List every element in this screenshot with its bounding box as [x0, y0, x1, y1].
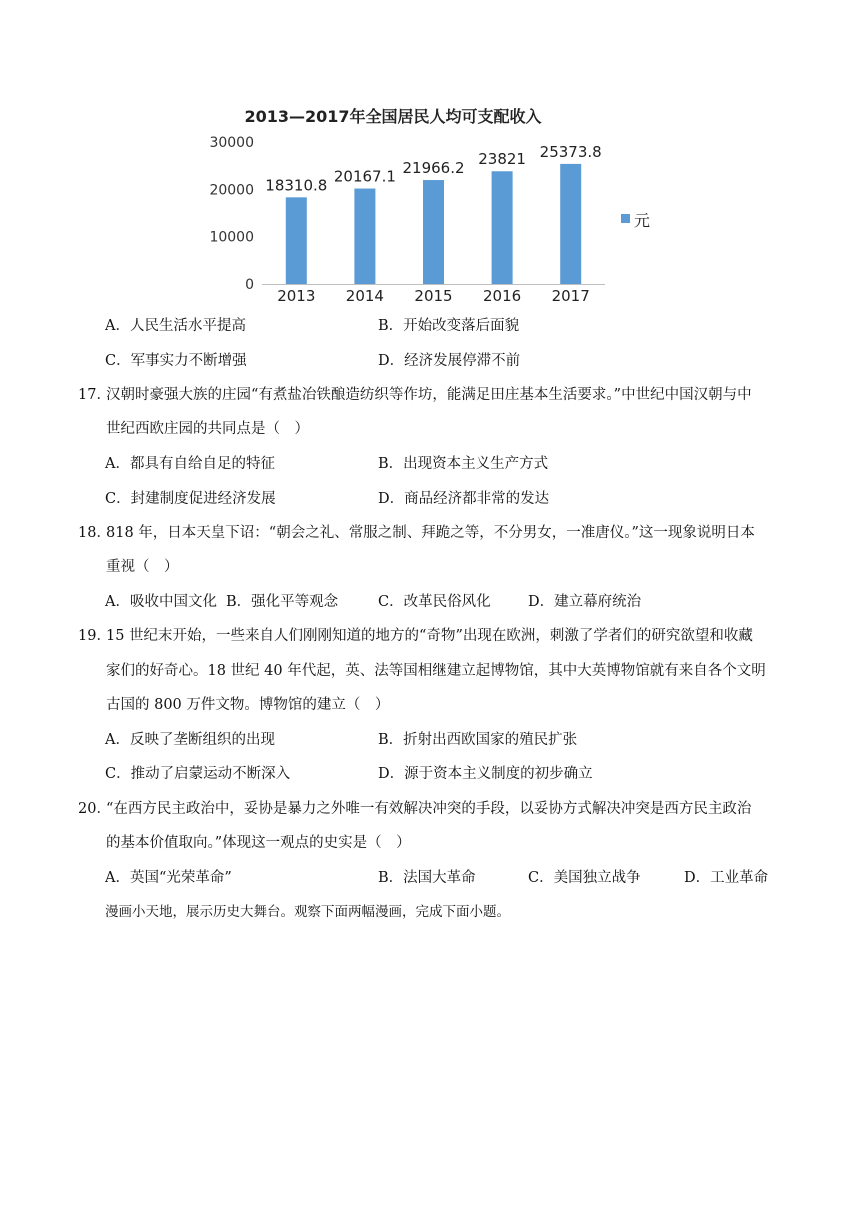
q16-option-d: D．经济发展停滞不前: [378, 353, 521, 369]
q17-option-a: A．都具有自给自足的特征: [105, 456, 275, 472]
bar: [560, 164, 581, 284]
bar: [492, 171, 513, 284]
legend-label: 元: [634, 211, 651, 230]
q17-option-d: D．商品经济都非常的发达: [378, 491, 550, 507]
y-tick-label: 20000: [209, 182, 254, 199]
q20-stem-line2: 的基本价值取向。”体现这一观点的史实是（ ）: [106, 835, 411, 851]
q18-option-d: D．建立幕府统治: [528, 594, 642, 610]
chart-svg: [200, 100, 670, 310]
q20-option-d: D．工业革命: [684, 870, 769, 886]
q19-option-c: C．推动了启蒙运动不断深入: [105, 766, 291, 782]
q20-number: 20．: [78, 801, 111, 817]
q20-stem-line1: “在西方民主政治中，妥协是暴力之外唯一有效解决冲突的手段，以妥协方式解决冲突是西方民主政治: [106, 801, 752, 817]
q18-stem-line1: 818 年，日本天皇下诏：“朝会之礼、常服之制、拜跪之等，不分男女，一准唐仪。”这一现象说明日本: [106, 525, 755, 541]
y-tick-label: 0: [245, 277, 254, 293]
bar: [354, 189, 375, 284]
q17-option-c: C．封建制度促进经济发展: [105, 491, 276, 507]
q18-option-a: A．吸收中国文化: [105, 594, 217, 610]
bar-data-label: 25373.8: [539, 142, 602, 161]
q16-option-a: A．人民生活水平提高: [105, 318, 246, 334]
x-tick-label: 2016: [483, 287, 522, 305]
q19-number: 19．: [78, 628, 111, 644]
y-tick-label: 30000: [209, 135, 254, 151]
q17-number: 17．: [78, 387, 111, 403]
chart-title: 2013—2017年全国居民人均可支配收入: [244, 107, 542, 126]
income-bar-chart: [200, 100, 670, 310]
y-tick-label: 10000: [209, 229, 254, 246]
q20-option-a: A．英国“光荣革命”: [105, 870, 232, 886]
q17-option-b: B．出现资本主义生产方式: [378, 456, 549, 472]
q18-stem-line2: 重视（ ）: [106, 559, 179, 575]
q16-option-c: C．军事实力不断增强: [105, 353, 247, 369]
x-tick-label: 2013: [277, 287, 316, 305]
comic-intro: 漫画小天地，展示历史大舞台。观察下面两幅漫画，完成下面小题。: [105, 904, 510, 920]
q19-stem-line2: 家们的好奇心。18 世纪 40 年代起，英、法等国相继建立起博物馆，其中大英博物馆就有来自各个文明: [106, 663, 766, 679]
bar: [286, 197, 307, 284]
q17-stem-line1: 汉朝时豪强大族的庄园“有煮盐冶铁酿造纺织等作坊，能满足田庄基本生活要求。”中世纪中国汉朝与中: [106, 387, 752, 403]
x-tick-label: 2017: [551, 287, 590, 305]
q16-option-b: B．开始改变落后面貌: [378, 318, 520, 334]
q19-stem-line1: 15 世纪末开始，一些来自人们刚刚知道的地方的“奇物”出现在欧洲，刺激了学者们的研究欲望和收藏: [106, 628, 753, 644]
q20-option-c: C．美国独立战争: [528, 870, 641, 886]
bar-data-label: 21966.2: [402, 159, 465, 178]
x-tick-label: 2015: [414, 287, 453, 305]
q19-option-d: D．源于资本主义制度的初步确立: [378, 766, 593, 782]
q20-option-b: B．法国大革命: [378, 870, 476, 886]
x-tick-label: 2014: [345, 287, 384, 305]
q17-stem-line2: 世纪西欧庄园的共同点是（ ）: [106, 421, 309, 437]
bar-data-label: 23821: [478, 150, 526, 169]
legend-swatch: [621, 214, 630, 223]
q19-option-a: A．反映了垄断组织的出现: [105, 732, 275, 748]
q18-number: 18．: [78, 525, 111, 541]
bar-data-label: 20167.1: [333, 167, 396, 186]
bar: [423, 180, 444, 284]
q19-option-b: B．折射出西欧国家的殖民扩张: [378, 732, 578, 748]
q19-stem-line3: 古国的 800 万件文物。博物馆的建立（ ）: [106, 697, 390, 713]
q18-option-c: C．改革民俗风化: [378, 594, 491, 610]
bar-data-label: 18310.8: [265, 176, 328, 195]
q18-option-b: B．强化平等观念: [226, 594, 339, 610]
